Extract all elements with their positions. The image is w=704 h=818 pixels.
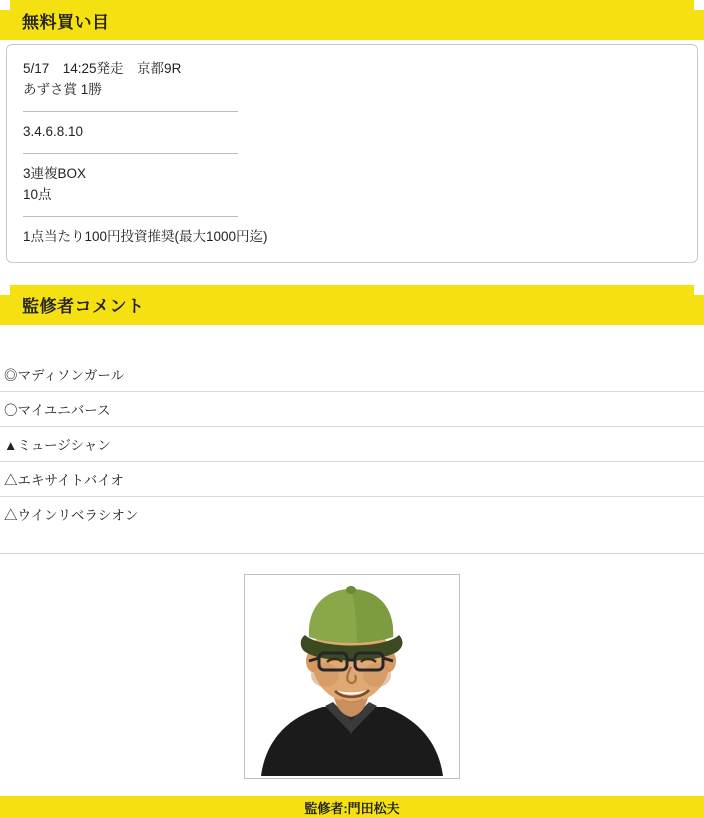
free-pick-card <box>6 44 698 263</box>
free-pick-header-wrap <box>0 0 704 40</box>
list-item: △エキサイトバイオ <box>0 462 704 497</box>
supervisor-portrait-area <box>0 574 704 779</box>
bet-type-text: 3連複BOX <box>23 165 87 181</box>
comment-header-title: 監修者コメント <box>22 297 145 317</box>
comment-header <box>0 285 704 325</box>
supervisor-portrait-frame <box>244 574 460 779</box>
comment-notch-left <box>0 285 10 295</box>
bet-type-row <box>23 164 238 217</box>
comment-notch-right <box>694 285 704 295</box>
comment-pick-list <box>0 357 704 532</box>
list-item: ◎マディソンガール <box>0 357 704 392</box>
supervisor-caption-bar <box>0 796 704 818</box>
race-info-row <box>23 59 238 112</box>
header-notch-right <box>694 0 704 10</box>
list-item: ▲ミュージシャン <box>0 427 704 462</box>
race-name-text: あずさ賞 1勝 <box>23 81 102 97</box>
race-datetime-text: 5/17 14:25発走 京都9R <box>23 61 182 76</box>
comment-divider <box>0 553 704 554</box>
section-spacer <box>0 263 704 285</box>
free-pick-header-title: 無料買い目 <box>22 12 110 32</box>
supervisor-portrait-icon <box>245 575 457 776</box>
list-item: 〇マイユニバース <box>0 392 704 427</box>
investment-note: 1点当たり100円投資推奨(最大1000円迄) <box>23 228 268 244</box>
free-pick-header <box>0 0 704 40</box>
pick-numbers-row: 3.4.6.8.10 <box>23 122 238 154</box>
comment-header-wrap <box>0 285 704 325</box>
supervisor-caption-text: 監修者:門田松夫 <box>304 800 400 816</box>
header-notch-left <box>0 0 10 10</box>
bet-points-text: 10点 <box>23 186 52 202</box>
list-item: △ウインリベラシオン <box>4 508 139 524</box>
